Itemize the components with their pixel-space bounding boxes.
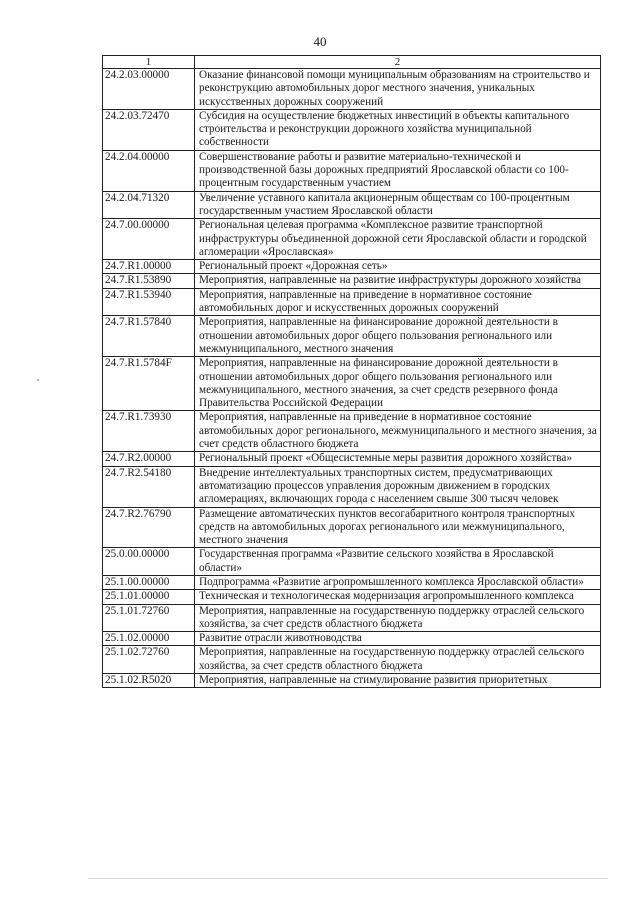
row-name: Совершенствование работы и развитие материально-технической и производственной базы дорожных предприятий Ярославской области со 100-процентным государственным участием [195,150,601,191]
table-row [103,646,601,674]
table-body [103,69,601,688]
row-name: Региональный проект «Дорожная сеть» [195,260,601,274]
column-header-name: 2 [195,56,601,69]
table-row [103,191,601,219]
column-header-code: 1 [103,56,195,69]
row-code: 24.2.04.71320 [103,191,195,219]
row-name: Государственная программа «Развитие сельского хозяйства в Ярославской области» [195,548,601,576]
table-row [103,260,601,274]
table-row [103,674,601,688]
table-row [103,466,601,507]
classification-table [102,55,601,688]
row-code: 24.7.R2.00000 [103,452,195,466]
row-code: 24.7.R2.54180 [103,466,195,507]
row-name: Региональный проект «Общесистемные меры развития дорожного хозяйства» [195,452,601,466]
row-name: Внедрение интеллектуальных транспортных систем, предусматривающих автоматизацию процессов управления дорожным движением в городских агломерациях, включающих города с населением свыше 300 тысяч человек [195,466,601,507]
row-code: 24.7.R1.53890 [103,274,195,288]
table-row [103,150,601,191]
row-name: Мероприятия, направленные на стимулирование развития приоритетных [195,674,601,688]
row-code: 24.7.00.00000 [103,219,195,260]
row-code: 24.7.R1.00000 [103,260,195,274]
page-number: 40 [313,34,327,49]
scan-edge-line [88,878,608,879]
row-code: 24.7.R1.73930 [103,411,195,452]
row-code: 24.2.04.00000 [103,150,195,191]
scan-speck [37,379,39,381]
row-name: Мероприятия, направленные на приведение в нормативное состояние автомобильных дорог регионального, межмуниципального и местного значения, за счет средств областного бюджета [195,411,601,452]
table-row [103,590,601,604]
row-name: Подпрограмма «Развитие агропромышленного комплекса Ярославской области» [195,575,601,589]
table-row [103,219,601,260]
table-row [103,507,601,548]
row-code: 25.0.00.00000 [103,548,195,576]
row-code: 25.1.02.72760 [103,646,195,674]
row-name: Мероприятия, направленные на государственную поддержку отраслей сельского хозяйства, за счет средств областного бюджета [195,604,601,632]
row-code: 25.1.00.00000 [103,575,195,589]
table-row [103,575,601,589]
table-row [103,604,601,632]
table-row [103,69,601,110]
row-name: Мероприятия, направленные на финансирование дорожной деятельности в отношении автомобильных дорог общего пользования регионального или межмуниципального, местного значения, за счет средств резервного фонда Правительства Российской Федерации [195,357,601,411]
table-row [103,357,601,411]
table-row [103,288,601,316]
row-code: 24.2.03.72470 [103,109,195,150]
row-code: 24.7.R2.76790 [103,507,195,548]
row-name: Техническая и технологическая модернизация агропромышленного комплекса [195,590,601,604]
row-name: Мероприятия, направленные на финансирование дорожной деятельности в отношении автомобильных дорог общего пользования регионального или межмуниципального, местного значения [195,316,601,357]
row-code: 24.7.R1.53940 [103,288,195,316]
row-name: Оказание финансовой помощи муниципальным образованиям на строительство и реконструкцию автомобильных дорог местного значения, уникальных искусственных дорожных сооружений [195,69,601,110]
row-name: Мероприятия, направленные на приведение в нормативное состояние автомобильных дорог и искусственных дорожных сооружений [195,288,601,316]
row-code: 25.1.01.72760 [103,604,195,632]
row-code: 25.1.02.R5020 [103,674,195,688]
table-header-row [103,56,601,69]
row-code: 25.1.01.00000 [103,590,195,604]
row-code: 24.2.03.00000 [103,69,195,110]
row-name: Размещение автоматических пунктов весогабаритного контроля транспортных средств на автомобильных дорогах регионального или межмуниципального, местного значения [195,507,601,548]
table-row [103,274,601,288]
row-name: Развитие отрасли животноводства [195,632,601,646]
row-name: Увеличение уставного капитала акционерным обществам со 100-процентным государственным участием Ярославской области [195,191,601,219]
table-row [103,548,601,576]
table-row [103,109,601,150]
row-name: Мероприятия, направленные на развитие инфраструктуры дорожного хозяйства [195,274,601,288]
table-row [103,452,601,466]
table-row [103,316,601,357]
row-name: Региональная целевая программа «Комплексное развитие транспортной инфраструктуры объединенной дорожной сети Ярославской области и городской агломерации «Ярославская» [195,219,601,260]
classification-table-container [102,55,600,688]
row-code: 24.7.R1.5784F [103,357,195,411]
table-row [103,632,601,646]
row-code: 25.1.02.00000 [103,632,195,646]
row-code: 24.7.R1.57840 [103,316,195,357]
table-row [103,411,601,452]
row-name: Субсидия на осуществление бюджетных инвестиций в объекты капитального строительства и реконструкции дорожного хозяйства муниципальной собственности [195,109,601,150]
row-name: Мероприятия, направленные на государственную поддержку отраслей сельского хозяйства, за счет средств областного бюджета [195,646,601,674]
